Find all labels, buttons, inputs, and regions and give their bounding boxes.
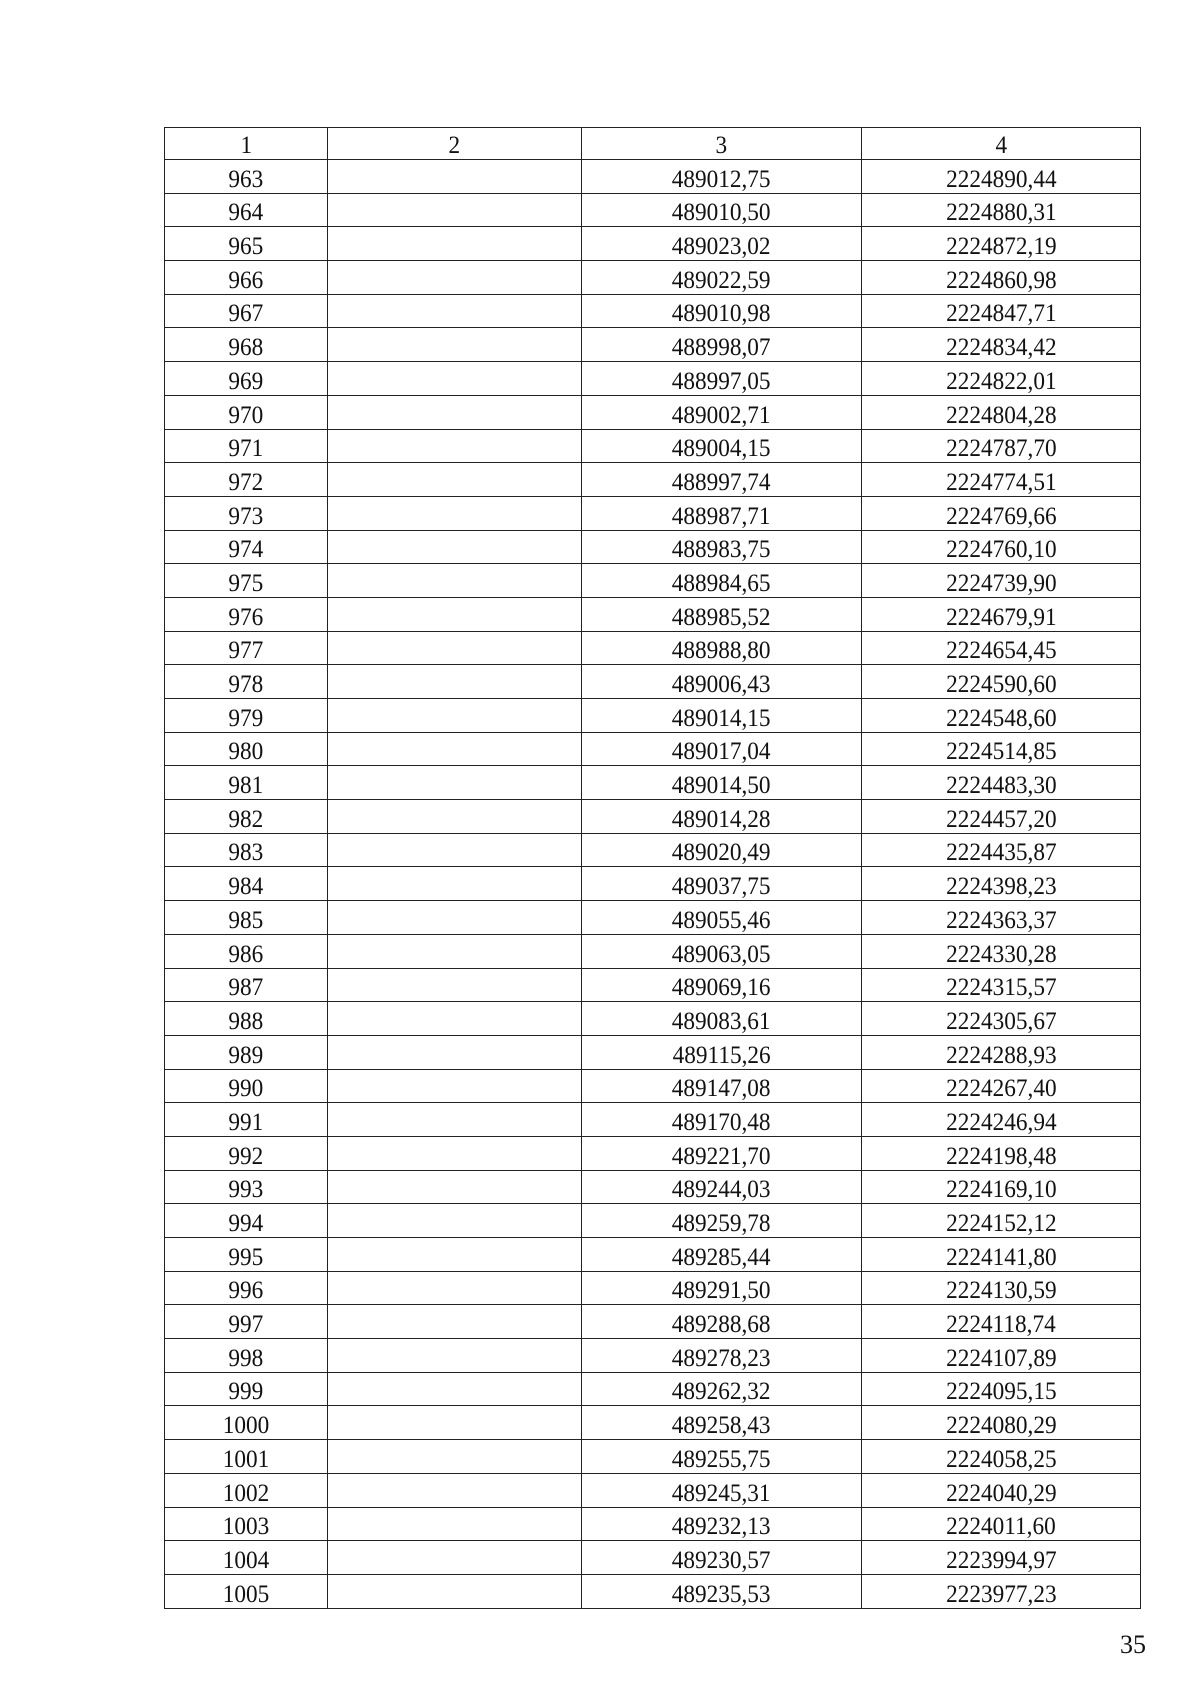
y-coordinate-cell: 2224872,19 [862,227,1141,261]
empty-cell [328,1238,582,1272]
empty-cell [328,934,582,968]
x-coordinate-cell: 489147,08 [582,1069,862,1103]
table-row [165,968,1141,1002]
table-row [165,328,1141,362]
point-number-cell: 987 [165,968,328,1002]
point-number-cell: 1000 [165,1406,328,1440]
empty-cell [328,1271,582,1305]
empty-cell [328,1069,582,1103]
x-coordinate-cell: 489285,44 [582,1238,862,1272]
empty-cell [328,1136,582,1170]
point-number-cell: 966 [165,261,328,295]
point-number-cell: 992 [165,1136,328,1170]
table-row [165,1339,1141,1373]
x-coordinate-cell: 489069,16 [582,968,862,1002]
point-number-cell: 999 [165,1372,328,1406]
table-row [165,395,1141,429]
y-coordinate-cell: 2224152,12 [862,1204,1141,1238]
table-row [165,1271,1141,1305]
empty-cell [328,867,582,901]
table-row [165,1002,1141,1036]
table-row [165,1136,1141,1170]
empty-cell [328,833,582,867]
empty-cell [328,1170,582,1204]
point-number-cell: 973 [165,496,328,530]
point-number-cell: 998 [165,1339,328,1373]
table-row [165,1103,1141,1137]
y-coordinate-cell: 2224107,89 [862,1339,1141,1373]
y-coordinate-cell: 2224058,25 [862,1440,1141,1474]
point-number-cell: 997 [165,1305,328,1339]
y-coordinate-cell: 2224822,01 [862,362,1141,396]
table-row [165,1204,1141,1238]
empty-cell [328,429,582,463]
empty-cell [328,227,582,261]
empty-cell [328,665,582,699]
empty-cell [328,362,582,396]
empty-cell [328,463,582,497]
x-coordinate-cell: 488987,71 [582,496,862,530]
empty-cell [328,395,582,429]
table-row [165,1035,1141,1069]
table-row [165,631,1141,665]
empty-cell [328,800,582,834]
x-coordinate-cell: 489006,43 [582,665,862,699]
point-number-cell: 969 [165,362,328,396]
table-row [165,867,1141,901]
empty-cell [328,766,582,800]
point-number-cell: 1004 [165,1541,328,1575]
y-coordinate-cell: 2224141,80 [862,1238,1141,1272]
empty-cell [328,1035,582,1069]
empty-cell [328,193,582,227]
table-row [165,1305,1141,1339]
y-coordinate-cell: 2224774,51 [862,463,1141,497]
x-coordinate-cell: 489230,57 [582,1541,862,1575]
table-row [165,901,1141,935]
point-number-cell: 964 [165,193,328,227]
empty-cell [328,564,582,598]
table-row [165,766,1141,800]
empty-cell [328,699,582,733]
x-coordinate-cell: 489020,49 [582,833,862,867]
y-coordinate-cell: 2223977,23 [862,1574,1141,1608]
header-row [165,128,1141,160]
point-number-cell: 963 [165,160,328,194]
x-coordinate-cell: 489258,43 [582,1406,862,1440]
point-number-cell: 975 [165,564,328,598]
y-coordinate-cell: 2224305,67 [862,1002,1141,1036]
y-coordinate-cell: 2224654,45 [862,631,1141,665]
point-number-cell: 979 [165,699,328,733]
empty-cell [328,1339,582,1373]
empty-cell [328,1305,582,1339]
point-number-cell: 1001 [165,1440,328,1474]
table-row [165,530,1141,564]
empty-cell [328,1574,582,1608]
page-number: 35 [1120,1630,1146,1659]
x-coordinate-cell: 489262,32 [582,1372,862,1406]
table-row [165,1372,1141,1406]
empty-cell [328,1473,582,1507]
point-number-cell: 983 [165,833,328,867]
y-coordinate-cell: 2224095,15 [862,1372,1141,1406]
point-number-cell: 971 [165,429,328,463]
y-coordinate-cell: 2224880,31 [862,193,1141,227]
point-number-cell: 967 [165,294,328,328]
x-coordinate-cell: 489023,02 [582,227,862,261]
y-coordinate-cell: 2224804,28 [862,395,1141,429]
point-number-cell: 977 [165,631,328,665]
empty-cell [328,261,582,295]
y-coordinate-cell: 2224860,98 [862,261,1141,295]
point-number-cell: 988 [165,1002,328,1036]
x-coordinate-cell: 489291,50 [582,1271,862,1305]
empty-cell [328,1507,582,1541]
y-coordinate-cell: 2224590,60 [862,665,1141,699]
table-row [165,934,1141,968]
x-coordinate-cell: 489232,13 [582,1507,862,1541]
x-coordinate-cell: 489010,50 [582,193,862,227]
x-coordinate-cell: 489017,04 [582,732,862,766]
empty-cell [328,1372,582,1406]
x-coordinate-cell: 489022,59 [582,261,862,295]
x-coordinate-cell: 488983,75 [582,530,862,564]
table-body [165,160,1141,1609]
x-coordinate-cell: 488988,80 [582,631,862,665]
y-coordinate-cell: 2224739,90 [862,564,1141,598]
table-row [165,227,1141,261]
point-number-cell: 974 [165,530,328,564]
table-row [165,1069,1141,1103]
x-coordinate-cell: 489115,26 [582,1035,862,1069]
y-coordinate-cell: 2224080,29 [862,1406,1141,1440]
point-number-cell: 978 [165,665,328,699]
empty-cell [328,901,582,935]
point-number-cell: 972 [165,463,328,497]
y-coordinate-cell: 2224040,29 [862,1473,1141,1507]
table-row [165,1406,1141,1440]
y-coordinate-cell: 2224130,59 [862,1271,1141,1305]
x-coordinate-cell: 489244,03 [582,1170,862,1204]
empty-cell [328,1406,582,1440]
table-row [165,665,1141,699]
column-header-4: 4 [862,128,1141,160]
point-number-cell: 982 [165,800,328,834]
y-coordinate-cell: 2224834,42 [862,328,1141,362]
point-number-cell: 990 [165,1069,328,1103]
y-coordinate-cell: 2224363,37 [862,901,1141,935]
y-coordinate-cell: 2224457,20 [862,800,1141,834]
empty-cell [328,496,582,530]
y-coordinate-cell: 2224787,70 [862,429,1141,463]
point-number-cell: 976 [165,597,328,631]
empty-cell [328,1204,582,1238]
point-number-cell: 995 [165,1238,328,1272]
coordinates-table [164,127,1141,1609]
y-coordinate-cell: 2224483,30 [862,766,1141,800]
y-coordinate-cell: 2224011,60 [862,1507,1141,1541]
point-number-cell: 1003 [165,1507,328,1541]
y-coordinate-cell: 2224169,10 [862,1170,1141,1204]
x-coordinate-cell: 489255,75 [582,1440,862,1474]
table-row [165,429,1141,463]
y-coordinate-cell: 2224769,66 [862,496,1141,530]
point-number-cell: 993 [165,1170,328,1204]
y-coordinate-cell: 2224760,10 [862,530,1141,564]
x-coordinate-cell: 489221,70 [582,1136,862,1170]
point-number-cell: 1005 [165,1574,328,1608]
x-coordinate-cell: 488984,65 [582,564,862,598]
x-coordinate-cell: 489014,50 [582,766,862,800]
empty-cell [328,732,582,766]
table-row [165,1170,1141,1204]
point-number-cell: 985 [165,901,328,935]
point-number-cell: 996 [165,1271,328,1305]
x-coordinate-cell: 489055,46 [582,901,862,935]
x-coordinate-cell: 488997,05 [582,362,862,396]
point-number-cell: 980 [165,732,328,766]
y-coordinate-cell: 2224267,40 [862,1069,1141,1103]
point-number-cell: 968 [165,328,328,362]
column-header-2: 2 [328,128,582,160]
y-coordinate-cell: 2224514,85 [862,732,1141,766]
y-coordinate-cell: 2224679,91 [862,597,1141,631]
x-coordinate-cell: 489170,48 [582,1103,862,1137]
x-coordinate-cell: 489259,78 [582,1204,862,1238]
point-number-cell: 989 [165,1035,328,1069]
y-coordinate-cell: 2224330,28 [862,934,1141,968]
x-coordinate-cell: 489063,05 [582,934,862,968]
table-row [165,1440,1141,1474]
table-row [165,261,1141,295]
table-row [165,1473,1141,1507]
empty-cell [328,328,582,362]
y-coordinate-cell: 2224118,74 [862,1305,1141,1339]
x-coordinate-cell: 489083,61 [582,1002,862,1036]
column-header-3: 3 [582,128,862,160]
y-coordinate-cell: 2224890,44 [862,160,1141,194]
table-row [165,833,1141,867]
table-row [165,193,1141,227]
x-coordinate-cell: 489278,23 [582,1339,862,1373]
y-coordinate-cell: 2224398,23 [862,867,1141,901]
point-number-cell: 965 [165,227,328,261]
x-coordinate-cell: 489012,75 [582,160,862,194]
empty-cell [328,1103,582,1137]
point-number-cell: 991 [165,1103,328,1137]
table-row [165,1507,1141,1541]
table-row [165,699,1141,733]
x-coordinate-cell: 488985,52 [582,597,862,631]
x-coordinate-cell: 489288,68 [582,1305,862,1339]
x-coordinate-cell: 489014,28 [582,800,862,834]
point-number-cell: 981 [165,766,328,800]
y-coordinate-cell: 2224435,87 [862,833,1141,867]
x-coordinate-cell: 488998,07 [582,328,862,362]
empty-cell [328,597,582,631]
y-coordinate-cell: 2224246,94 [862,1103,1141,1137]
table-row [165,800,1141,834]
empty-cell [328,968,582,1002]
table-row [165,597,1141,631]
column-header-1: 1 [165,128,328,160]
table-row [165,1574,1141,1608]
table-row [165,160,1141,194]
point-number-cell: 970 [165,395,328,429]
empty-cell [328,631,582,665]
x-coordinate-cell: 489002,71 [582,395,862,429]
y-coordinate-cell: 2224847,71 [862,294,1141,328]
y-coordinate-cell: 2224315,57 [862,968,1141,1002]
empty-cell [328,530,582,564]
x-coordinate-cell: 489245,31 [582,1473,862,1507]
table-row [165,732,1141,766]
y-coordinate-cell: 2224198,48 [862,1136,1141,1170]
x-coordinate-cell: 489004,15 [582,429,862,463]
table-row [165,1238,1141,1272]
point-number-cell: 1002 [165,1473,328,1507]
x-coordinate-cell: 488997,74 [582,463,862,497]
table-row [165,496,1141,530]
table-row [165,1541,1141,1575]
empty-cell [328,1541,582,1575]
y-coordinate-cell: 2223994,97 [862,1541,1141,1575]
table-row [165,463,1141,497]
x-coordinate-cell: 489037,75 [582,867,862,901]
table-row [165,362,1141,396]
point-number-cell: 986 [165,934,328,968]
point-number-cell: 994 [165,1204,328,1238]
empty-cell [328,160,582,194]
table-row [165,294,1141,328]
empty-cell [328,294,582,328]
x-coordinate-cell: 489010,98 [582,294,862,328]
table-row [165,564,1141,598]
empty-cell [328,1440,582,1474]
table-header [165,128,1141,160]
x-coordinate-cell: 489014,15 [582,699,862,733]
y-coordinate-cell: 2224288,93 [862,1035,1141,1069]
y-coordinate-cell: 2224548,60 [862,699,1141,733]
empty-cell [328,1002,582,1036]
x-coordinate-cell: 489235,53 [582,1574,862,1608]
point-number-cell: 984 [165,867,328,901]
